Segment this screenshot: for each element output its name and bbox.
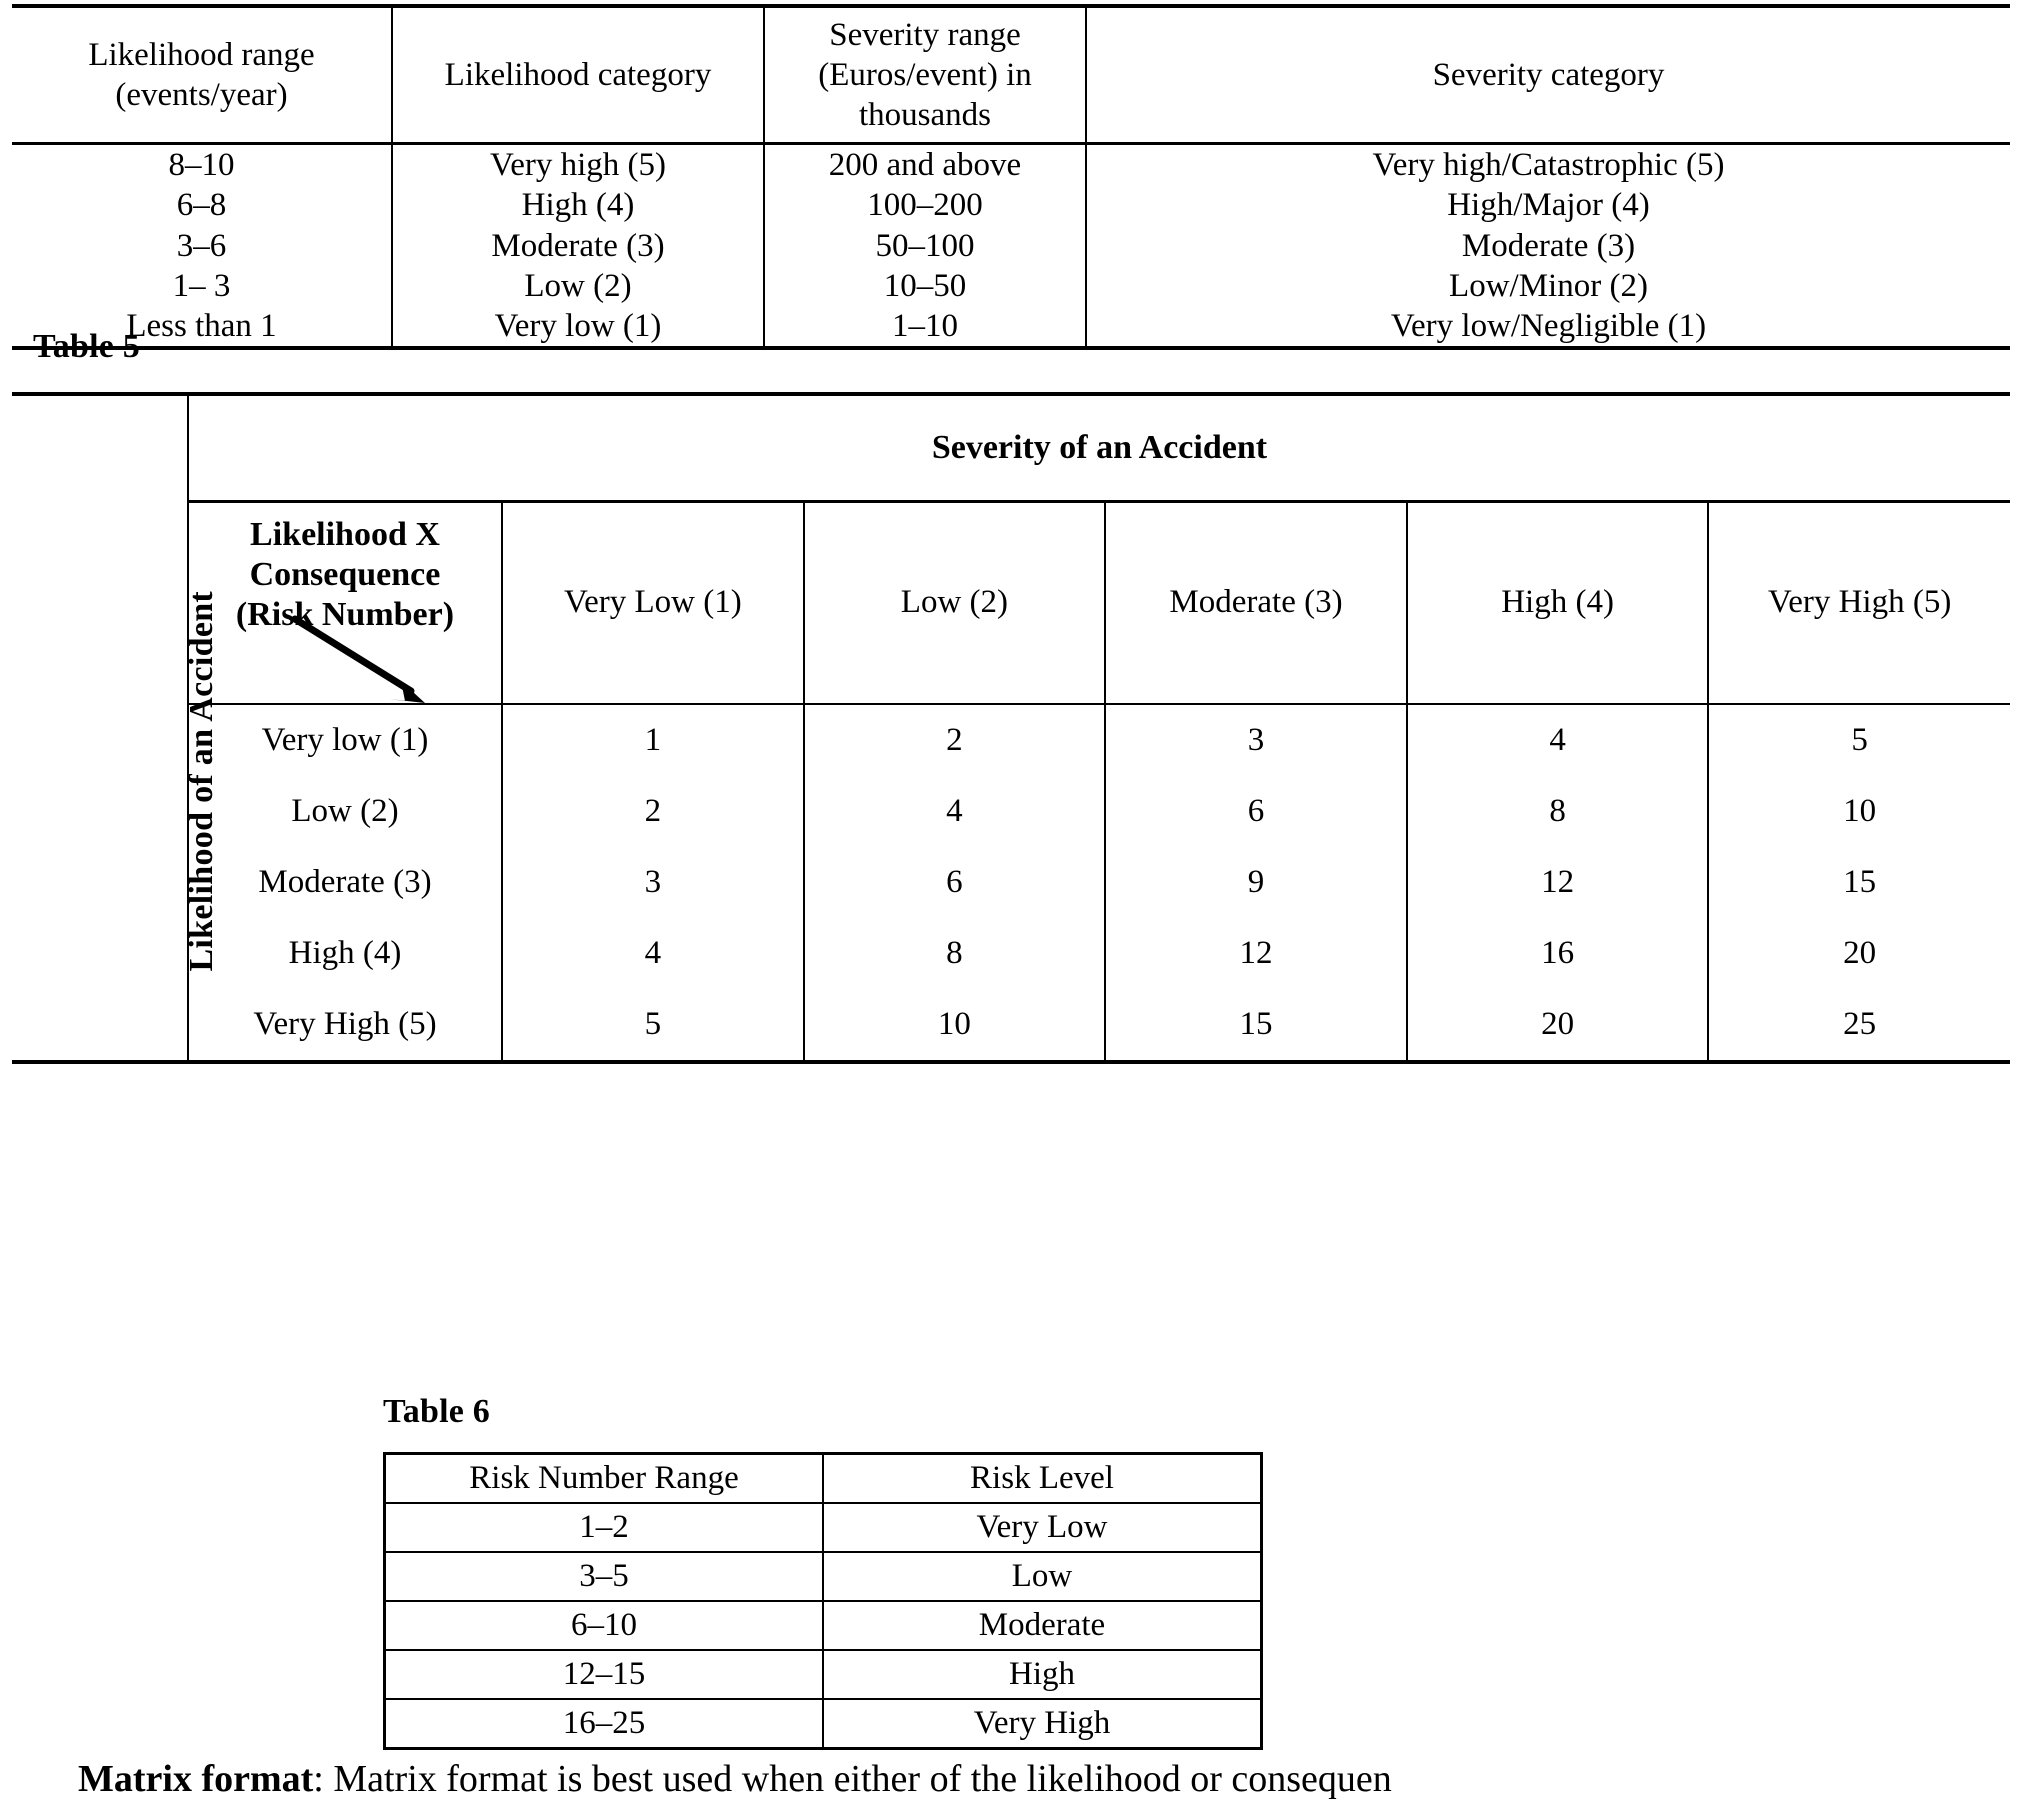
matrix-cell: 1 [502,704,804,776]
column-header-severity: Very High (5) [1708,502,2010,705]
table-row [12,185,2010,225]
table-row [385,1503,1262,1552]
cell-severity-category: Moderate (3) [1086,226,2010,266]
cell-likelihood-category: Moderate (3) [392,226,764,266]
likelihood-axis-title: Likelihood of an Accident [183,590,221,972]
severity-axis-title: Severity of an Accident [188,394,2010,502]
column-header-likelihood-range [12,6,392,144]
cell-likelihood-range: 1– 3 [172,267,231,304]
cell-severity-category: Very high/Catastrophic (5) [1086,144,2010,186]
table-header-row [12,6,2010,144]
table-row [385,1601,1262,1650]
cell-likelihood-range: 3–6 [176,227,227,264]
body-paragraph [78,1756,2024,1804]
matrix-cell: 20 [1843,934,1877,971]
table-header-row [385,1454,1262,1504]
matrix-header-row [12,502,2010,705]
matrix-row [12,847,2010,918]
cell-risk-level: Very Low [823,1503,1262,1552]
matrix-cell: 9 [1105,847,1407,918]
matrix-cell: 5 [1851,721,1868,758]
cell-risk-number-range: 12–15 [385,1650,824,1699]
paragraph-lead-in: Matrix format [78,1758,314,1800]
likelihood-severity-range-table [12,4,2010,350]
matrix-cell: 10 [804,989,1106,1062]
cell-risk-level: Very High [823,1699,1262,1749]
column-header-severity: Moderate (3) [1105,502,1407,705]
cell-likelihood-category: High (4) [392,185,764,225]
header-line: thousands [859,97,991,134]
matrix-cell: 10 [1843,792,1877,829]
paragraph-text: : Matrix format is best used when either of the likelihood or consequen [313,1758,1392,1800]
matrix-corner-header [188,502,502,705]
matrix-row [12,989,2010,1062]
corner-title-line: Consequence [249,555,441,593]
cell-severity-range: 1–10 [764,306,1086,348]
caption-table-6: Table 6 [383,1393,490,1430]
matrix-cell: 20 [1407,989,1709,1062]
corner-title-line: Likelihood X [250,516,440,553]
matrix-cell: 12 [1105,918,1407,989]
matrix-cell: 5 [502,989,804,1062]
column-header-severity: Low (2) [804,502,1106,705]
cell-risk-number-range: 1–2 [385,1503,824,1552]
matrix-cell: 4 [502,918,804,989]
row-header-likelihood: Very low (1) [188,704,502,776]
cell-likelihood-range: 8–10 [168,147,235,183]
caption-table-5: Table 5 [33,328,140,365]
likelihood-axis-title-cell [12,502,221,1063]
matrix-cell: 2 [804,704,1106,776]
cell-severity-category: Very low/Negligible (1) [1086,306,2010,348]
cell-severity-range: 200 and above [764,144,1086,186]
header-line: (Euros/event) in [818,56,1032,93]
matrix-cell: 8 [804,918,1106,989]
row-header-likelihood: Low (2) [188,776,502,847]
corner-title-line: (Risk Number) [235,595,455,633]
matrix-cell: 12 [1407,847,1709,918]
matrix-cell: 15 [1105,989,1407,1062]
cell-likelihood-range: Less than 1 [12,306,392,348]
header-line: Likelihood range [88,36,315,73]
column-header-risk-level: Risk Level [823,1454,1262,1504]
cell-severity-range: 50–100 [764,226,1086,266]
column-header-risk-number-range: Risk Number Range [385,1454,824,1504]
cell-risk-level: Low [823,1552,1262,1601]
cell-risk-number-range: 16–25 [385,1699,824,1749]
cell-likelihood-range: 6–8 [176,187,227,224]
header-line: Severity range [829,16,1021,53]
cell-risk-number-range: 6–10 [385,1601,824,1650]
cell-risk-level: High [823,1650,1262,1699]
matrix-cell: 6 [1105,776,1407,847]
matrix-cell: 3 [1105,704,1407,776]
column-header-severity: High (4) [1407,502,1709,705]
row-header-likelihood: High (4) [188,918,502,989]
matrix-row [12,918,2010,989]
cell-likelihood-category: Very high (5) [392,144,764,186]
cell-severity-category: High/Major (4) [1086,185,2010,225]
table-row [385,1699,1262,1749]
cell-risk-level: Moderate [823,1601,1262,1650]
row-header-likelihood: Very High (5) [188,989,502,1062]
header-line: (events/year) [115,77,288,113]
header-line: Severity category [1432,56,1665,93]
matrix-cell: 4 [1407,704,1709,776]
risk-level-table [383,1452,1263,1750]
cell-likelihood-category: Very low (1) [392,306,764,348]
cell-likelihood-category: Low (2) [392,266,764,306]
matrix-cell: 4 [804,776,1106,847]
matrix-cell: 6 [804,847,1106,918]
column-header-likelihood-category [392,6,764,144]
severity-axis-row [12,394,2010,502]
table-row [12,266,2010,306]
matrix-cell: 25 [1708,989,2010,1062]
matrix-row [12,704,2010,776]
row-header-likelihood: Moderate (3) [188,847,502,918]
table-row [385,1552,1262,1601]
table-row [12,226,2010,266]
cell-severity-range: 100–200 [764,185,1086,225]
column-header-severity-category [1086,6,2010,144]
column-header-severity-range [764,6,1086,144]
table-row [12,144,2010,186]
column-header-severity: Very Low (1) [502,502,804,705]
header-line: Likelihood category [444,56,712,93]
cell-risk-number-range: 3–5 [385,1552,824,1601]
axis-corner-spacer [12,394,188,502]
cell-severity-range: 10–50 [764,266,1086,306]
matrix-cell: 2 [502,776,804,847]
matrix-cell: 15 [1843,863,1877,900]
risk-matrix-table [12,392,2010,1064]
matrix-row [12,776,2010,847]
table-row [12,306,2010,348]
table-row [385,1650,1262,1699]
matrix-cell: 3 [502,847,804,918]
diagonal-arrow-icon [289,613,439,705]
cell-severity-category: Low/Minor (2) [1086,266,2010,306]
matrix-cell: 8 [1407,776,1709,847]
matrix-cell: 16 [1407,918,1709,989]
